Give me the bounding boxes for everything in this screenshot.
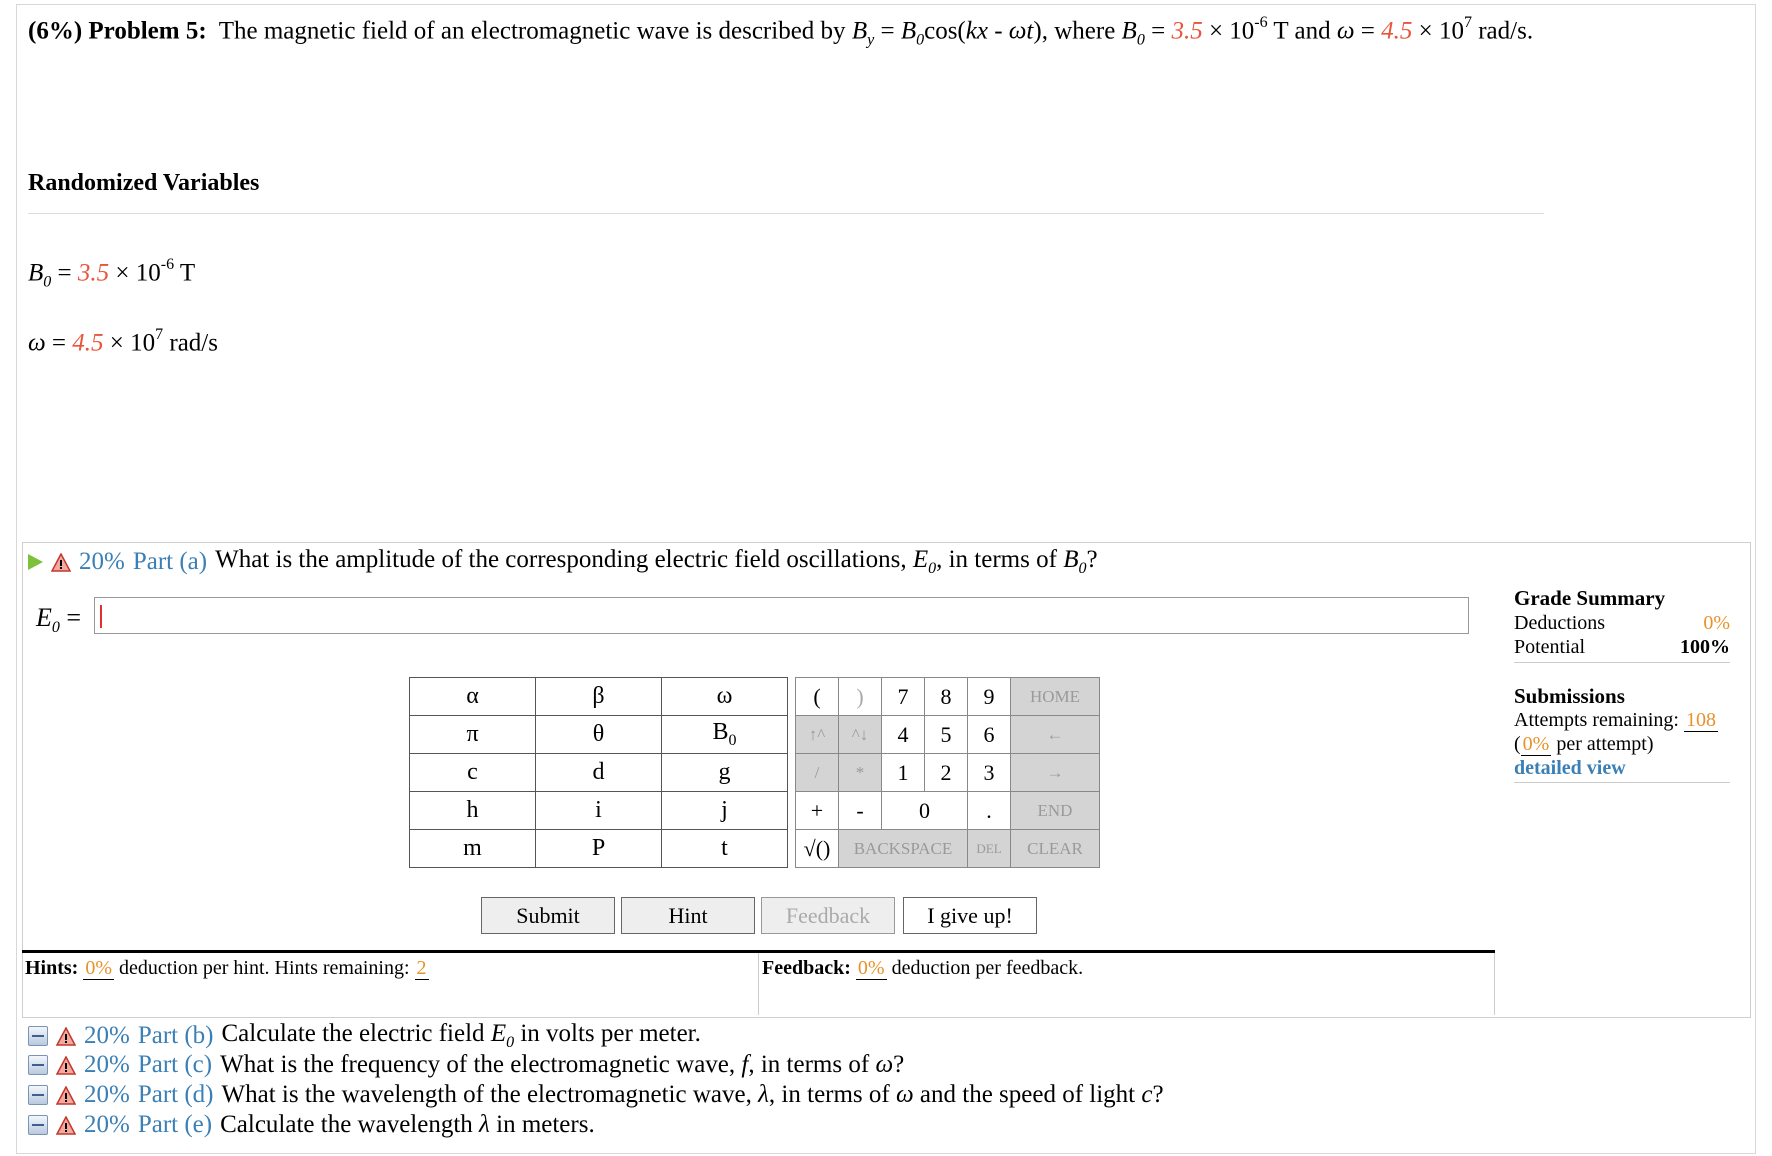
part-e-row[interactable]: 20% Part (e) Calculate the wavelength λ in meters. (28, 1111, 595, 1139)
hints-deduction: 0% (85, 957, 113, 979)
per-attempt-value: 0% (1522, 733, 1550, 755)
key-plus[interactable]: + (796, 792, 839, 830)
part-a-header[interactable]: 20% Part (a) What is the amplitude of the corresponding electric field oscillations, $E_0$, in terms of $B_0$? (28, 546, 1098, 578)
key-beta[interactable]: β (536, 678, 662, 716)
feedback-button[interactable]: Feedback (761, 897, 895, 934)
part-a-label: Part (a) (132, 548, 208, 575)
problem-b0-value: 3.5 (1171, 17, 1203, 45)
randomized-variables-title: Randomized Variables (28, 170, 260, 196)
potential-label: Potential (1514, 636, 1586, 658)
part-c-row[interactable]: 20% Part (c) What is the frequency of the electromagnetic wave, f, in terms of ω? (28, 1051, 904, 1079)
feedback-text: deduction per feedback. (891, 957, 1084, 979)
problem-text: The magnetic field of an electromagnetic wave is described by (218, 17, 846, 45)
part-b-weight: 20% (84, 1022, 130, 1049)
expand-icon[interactable] (28, 1026, 48, 1046)
hint-button[interactable]: Hint (621, 897, 755, 934)
key-9[interactable]: 9 (968, 678, 1011, 716)
key-sqrt[interactable]: √() (796, 830, 839, 868)
key-t[interactable]: t (662, 830, 788, 868)
key-1[interactable]: 1 (882, 754, 925, 792)
deductions-label: Deductions (1514, 612, 1606, 634)
part-e-weight: 20% (84, 1111, 130, 1138)
detailed-view-link[interactable]: detailed view (1514, 757, 1626, 779)
variable-omega: $\omega = 4.5 \times 10^7$ rad/s (28, 326, 218, 357)
key-divide[interactable]: / (796, 754, 839, 792)
hints-remaining: 2 (416, 957, 427, 979)
key-g[interactable]: g (662, 754, 788, 792)
key-up-power[interactable]: ↑^ (796, 716, 839, 754)
key-end[interactable]: END (1011, 792, 1100, 830)
hints-text: deduction per hint. Hints remaining: (119, 957, 410, 979)
per-attempt-text: per attempt) (1556, 733, 1654, 755)
key-down-power[interactable]: ^↓ (839, 716, 882, 754)
key-right-arrow[interactable]: → (1011, 754, 1100, 792)
text-cursor (100, 605, 102, 628)
part-d-row[interactable]: 20% Part (d) What is the wavelength of the electromagnetic wave, λ, in terms of ω and the speed of light c? (28, 1081, 1164, 1109)
variable-b0: $B_0 = 3.5 \times 10^{-6}$ T (28, 256, 196, 291)
numeric-keypad (795, 677, 1100, 868)
give-up-button[interactable]: I give up! (903, 897, 1037, 934)
divider (758, 953, 759, 1015)
key-8[interactable]: 8 (925, 678, 968, 716)
key-minus[interactable]: - (839, 792, 882, 830)
hints-info (25, 957, 429, 980)
warning-icon (56, 1116, 76, 1135)
warning-icon (56, 1027, 76, 1046)
key-left-arrow[interactable]: ← (1011, 716, 1100, 754)
part-d-weight: 20% (84, 1081, 130, 1108)
part-b-label: Part (b) (137, 1022, 214, 1049)
key-omega[interactable]: ω (662, 678, 788, 716)
part-b-question: Calculate the electric field (221, 1020, 485, 1047)
key-5[interactable]: 5 (925, 716, 968, 754)
part-d-label: Part (d) (137, 1081, 214, 1108)
key-4[interactable]: 4 (882, 716, 925, 754)
key-backspace[interactable]: BACKSPACE (839, 830, 968, 868)
divider (1514, 782, 1730, 783)
key-3[interactable]: 3 (968, 754, 1011, 792)
submissions-panel: Submissions Attempts remaining: 108 ( 0% per attempt) detailed view (1514, 684, 1730, 783)
variable-b0-value: 3.5 (77, 259, 110, 287)
key-close-paren[interactable]: ) (839, 678, 882, 716)
warning-icon (51, 553, 71, 572)
key-open-paren[interactable]: ( (796, 678, 839, 716)
part-c-label: Part (c) (137, 1051, 213, 1078)
key-c[interactable]: c (410, 754, 536, 792)
answer-input[interactable] (94, 597, 1469, 634)
key-multiply[interactable]: * (839, 754, 882, 792)
key-b0[interactable]: $B_0$ (662, 716, 788, 754)
expand-icon[interactable] (28, 1055, 48, 1075)
deductions-value: 0% (1703, 612, 1730, 634)
submit-button[interactable]: Submit (481, 897, 615, 934)
key-i[interactable]: i (536, 792, 662, 830)
key-m[interactable]: m (410, 830, 536, 868)
key-pi[interactable]: π (410, 716, 536, 754)
key-decimal[interactable]: . (968, 792, 1011, 830)
attempts-value: 108 (1685, 709, 1716, 731)
key-p[interactable]: P (536, 830, 662, 868)
feedback-info (762, 957, 1083, 980)
part-c-weight: 20% (84, 1051, 130, 1078)
potential-value: 100% (1680, 636, 1730, 658)
answer-label: $E_0$ = (36, 603, 82, 637)
part-b-row[interactable]: 20% Part (b) Calculate the electric field $E_0$ in volts per meter. (28, 1020, 701, 1052)
expand-arrow-icon[interactable] (28, 554, 43, 570)
key-alpha[interactable]: α (410, 678, 536, 716)
attempts-label: Attempts remaining: (1514, 709, 1679, 731)
problem-label: Problem 5: (88, 17, 207, 45)
divider (1514, 662, 1730, 663)
key-7[interactable]: 7 (882, 678, 925, 716)
part-e-question: Calculate the wavelength (220, 1111, 473, 1138)
feedback-label: Feedback: (762, 957, 851, 979)
key-0[interactable]: 0 (882, 792, 968, 830)
part-e-label: Part (e) (137, 1111, 213, 1138)
feedback-deduction: 0% (857, 957, 885, 979)
variable-omega-value: 4.5 (72, 329, 104, 357)
submissions-title: Submissions (1514, 684, 1625, 708)
key-d[interactable]: d (536, 754, 662, 792)
problem-omega-value: 4.5 (1381, 17, 1413, 45)
warning-icon (56, 1086, 76, 1105)
symbol-keypad (409, 677, 788, 868)
grade-summary (1514, 586, 1730, 663)
divider (28, 213, 1544, 214)
part-a-weight: 20% (79, 548, 125, 575)
warning-icon (56, 1056, 76, 1075)
key-home[interactable]: HOME (1011, 678, 1100, 716)
problem-statement: (6%) Problem 5: The magnetic field of an electromagnetic wave is described by $B_y = B_0\cos(kx - \omega t)$, where $B_0 = 3.5 \times 10^{-6}$ T and $\omega = 4.5 \times 10^7$ rad/s. (28, 14, 1534, 49)
key-theta[interactable]: θ (536, 716, 662, 754)
problem-weight: (6%) (28, 17, 83, 45)
expand-icon[interactable] (28, 1085, 48, 1105)
part-c-question: What is the frequency of the electromagnetic wave, (220, 1051, 736, 1078)
divider (1494, 953, 1495, 1015)
part-a-question: What is the amplitude of the corresponding electric field oscillations, (215, 546, 907, 573)
part-d-question: What is the wavelength of the electromagnetic wave, (221, 1081, 752, 1108)
expand-icon[interactable] (28, 1115, 48, 1135)
key-del[interactable]: DEL (968, 830, 1011, 868)
hints-label: Hints: (25, 957, 79, 979)
key-j[interactable]: j (662, 792, 788, 830)
key-clear[interactable]: CLEAR (1011, 830, 1100, 868)
key-6[interactable]: 6 (968, 716, 1011, 754)
grade-summary-title: Grade Summary (1514, 586, 1666, 610)
key-2[interactable]: 2 (925, 754, 968, 792)
key-h[interactable]: h (410, 792, 536, 830)
